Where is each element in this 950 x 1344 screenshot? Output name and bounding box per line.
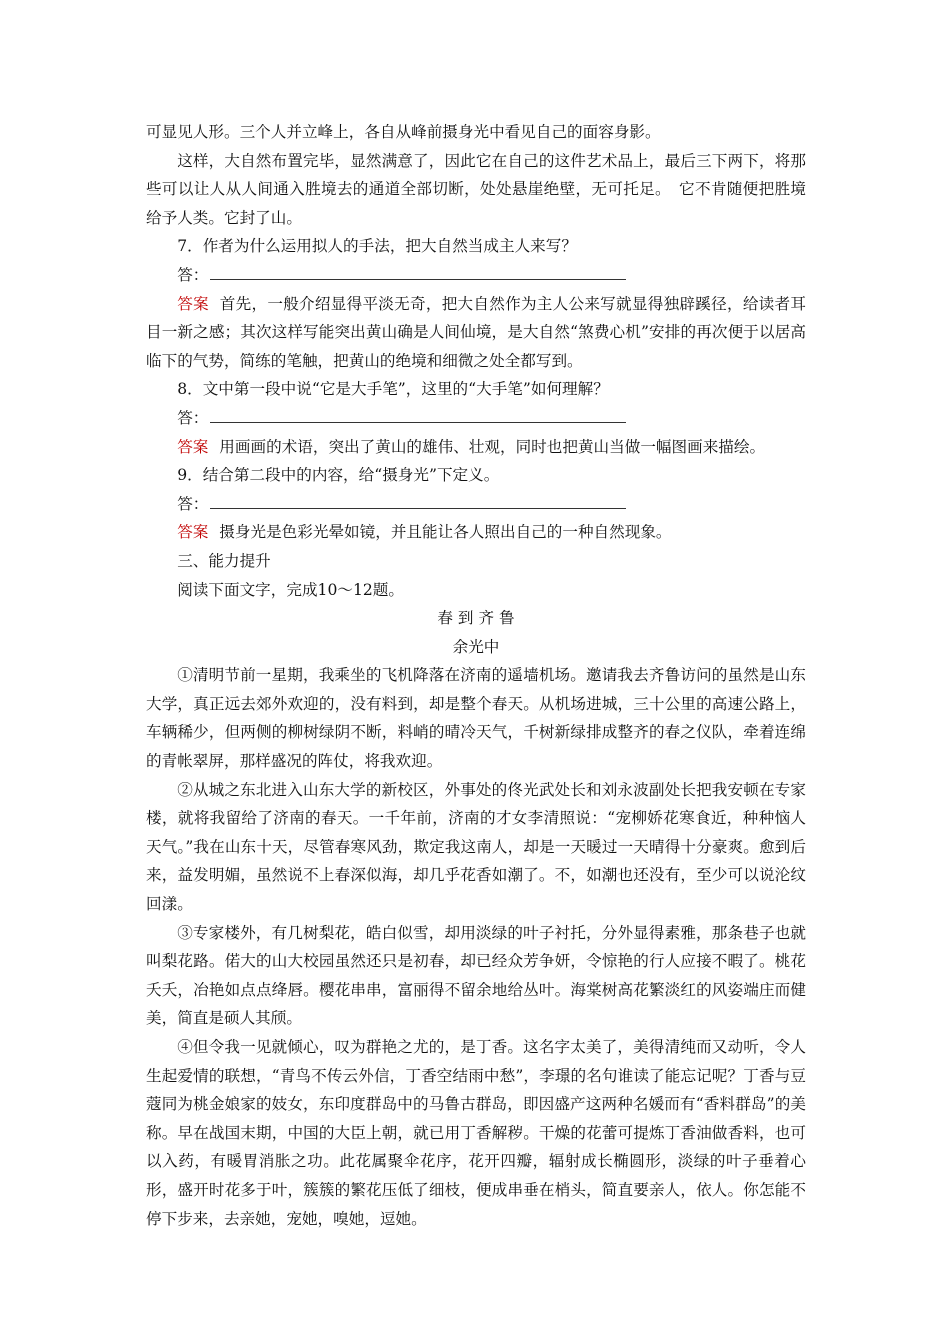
instruction: 阅读下面文字，完成10～12题。 <box>177 580 404 599</box>
answer-9 <box>146 518 806 547</box>
article-title: 春 到 齐 鲁 <box>437 609 515 628</box>
article-paragraph-4: ④但令我一见就倾心，叹为群艳之尤的，是丁香。这名字太美了，美得清纯而又动听，令人生起爱情的联想，“青鸟不传云外信，丁香空结雨中愁”，李璟的名句谁读了能忘记呢？丁香与豆蔻同为桃金娘家的妓女，东印度群岛中的马鲁古群岛，即因盛产这两种名媛而有“香料群岛”的美称。早在战国末期，中国的大臣上朝，就已用丁香解秽。干燥的花蕾可提炼丁香油做香料，也可以入药，有暖胃消胀之功。此花属聚伞花序，花开四瓣，辐射成长椭圆形，淡绿的叶子垂着心形，盛开时花多于叶，簇簇的繁花压低了细枝，便成串垂在梢头，简直要亲人，依人。你怎能不停下步来，去亲她，宠她，嗅她，逗她。 <box>146 1038 806 1228</box>
answer-tag: 答案 <box>177 437 209 456</box>
answer-line-9 <box>146 490 806 519</box>
answer-blank <box>210 263 626 280</box>
answer-prompt: 答： <box>177 408 209 427</box>
question-8: 8．文中第一段中说“它是大手笔”，这里的“大手笔”如何理解？ <box>177 380 609 399</box>
question-9: 9．结合第二段中的内容，给“摄身光”下定义。 <box>177 466 500 485</box>
answer-tag: 答案 <box>177 523 209 542</box>
answer-blank <box>210 406 626 423</box>
passage-paragraph: 这样，大自然布置完毕，显然满意了，因此它在自己的这件艺术品上，最后三下两下，将那些可以让人从人间通入胜境去的通道全部切断，处处悬崖绝壁，无可托足。 它不肯随便把胜境给予人类。它封了山。 <box>146 151 806 227</box>
passage-paragraph: 可显见人形。三个人并立峰上，各自从峰前摄身光中看见自己的面容身影。 <box>146 123 661 141</box>
document-page <box>146 118 806 1233</box>
answer-tag: 答案 <box>177 294 209 313</box>
article-paragraph-2: ②从城之东北进入山东大学的新校区，外事处的佟光武处长和刘永波副处长把我安顿在专家楼，就将我留给了济南的春天。一千年前，济南的才女李清照说：“宠柳娇花寒食近，种种恼人天气。”我在山东十天，尽管春寒风劲，欺定我这南人，却是一天暖过一天晴得十分豪爽。愈到后来，益发明媚，虽然说不上春深似海，却几乎花香如潮了。不，如潮也还没有，至少可以说沦纹回漾。 <box>146 780 806 914</box>
answer-7 <box>146 290 806 376</box>
answer-prompt: 答： <box>177 494 209 513</box>
answer-blank <box>210 491 626 508</box>
article-paragraph-3: ③专家楼外，有几树梨花，皓白似雪，却用淡绿的叶子衬托，分外显得素雅，那条巷子也就叫梨花路。偌大的山大校园虽然还只是初春，却已经众芳争妍，令惊艳的行人应接不暇了。桃花夭夭，冶艳如点点绛唇。樱花串串，富丽得不留余地给丛叶。海棠树高花繁淡红的风姿端庄而健美，简直是硕人其颀。 <box>146 923 806 1028</box>
answer-text: 首先，一般介绍显得平淡无奇，把大自然作为主人公来写就显得独辟蹊径，给读者耳目一新之感；其次这样写能突出黄山确是人间仙境，是大自然“煞费心机”安排的再次便于以居高临下的气势，简练的笔触，把黄山的绝境和细微之处全都写到。 <box>146 294 806 370</box>
answer-line-8 <box>146 404 806 433</box>
answer-8 <box>146 433 806 462</box>
answer-text: 用画画的术语，突出了黄山的雄伟、壮观，同时也把黄山当做一幅图画来描绘。 <box>219 437 766 456</box>
article-paragraph-1: ①清明节前一星期，我乘坐的飞机降落在济南的遥墙机场。邀请我去齐鲁访问的虽然是山东大学，真正远去郊外欢迎的，没有料到，却是整个春天。从机场进城，三十公里的高速公路上，车辆稀少，但两侧的柳树绿阴不断，料峭的晴冷天气，千树新绿排成整齐的春之仪队，牵着连绵的青帐翠屏，那样盛况的阵仗，将我欢迎。 <box>146 666 806 771</box>
question-7: 7．作者为什么运用拟人的手法，把大自然当成主人来写？ <box>177 237 577 256</box>
answer-line-7 <box>146 261 806 290</box>
article-author: 余光中 <box>452 637 500 656</box>
section-heading: 三、能力提升 <box>177 551 271 570</box>
answer-text: 摄身光是色彩光晕如镜，并且能让各人照出自己的一种自然现象。 <box>219 523 672 542</box>
answer-prompt: 答： <box>177 265 209 284</box>
